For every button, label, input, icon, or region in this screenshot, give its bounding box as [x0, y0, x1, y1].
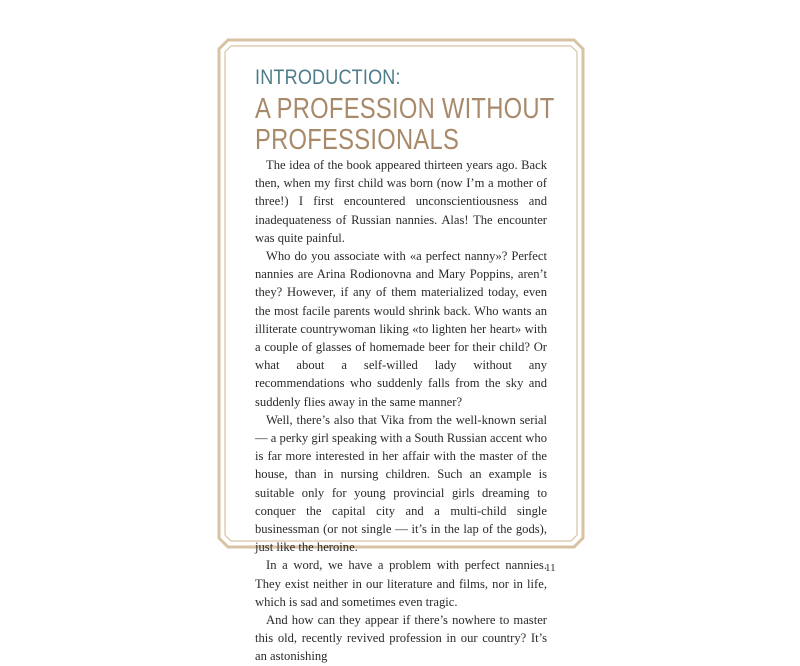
body-text — [255, 156, 547, 666]
paragraph-1: The idea of the book appeared thirteen years ago. Back then, when my first child was born (now I’m a mother of three!) I first encountered unconscientiousness and inadequateness of Russian nannies. Alas! The encounter was quite painful. — [255, 158, 547, 245]
chapter-title — [255, 93, 555, 156]
paragraph-5: And how can they appear if there’s nowhere to master this old, recently revived profession in our country? It’s an astonishing — [255, 613, 547, 664]
page-number: 11 — [545, 562, 556, 574]
chapter-title-line-2: PROFESSIONALS — [255, 124, 460, 156]
chapter-title-line-1: A PROFESSION WITHOUT — [255, 93, 555, 125]
paragraph-3: Well, there’s also that Vika from the well-known serial — a perky girl speaking with a South Russian accent who is far more interested in her affair with the master of the house, than in nursing children. Such an example is suitable only for young provincial girls dreaming to conquer the capital city and a multi-child single businessman (or not single — it’s in the lap of the gods), just like the heroine. — [255, 412, 547, 555]
paragraph-2: Who do you associate with «a perfect nanny»? Perfect nannies are Arina Rodionovna and Mary Poppins, aren’t they? However, if any of them materialized today, even the most facile parents would shrink back. Who wants an illiterate countrywoman liking «to lighten her heart» with a couple of glasses of homemade beer for their child? Or what about a self-willed lady without any recommendations who suddenly falls from the sky and suddenly flies away in the same manner? — [255, 249, 547, 409]
chapter-label: INTRODUCTION: — [255, 66, 401, 89]
paragraph-4: In a word, we have a problem with perfect nannies. They exist neither in our literature and films, nor in life, which is sad and sometimes even tragic. — [255, 558, 547, 609]
